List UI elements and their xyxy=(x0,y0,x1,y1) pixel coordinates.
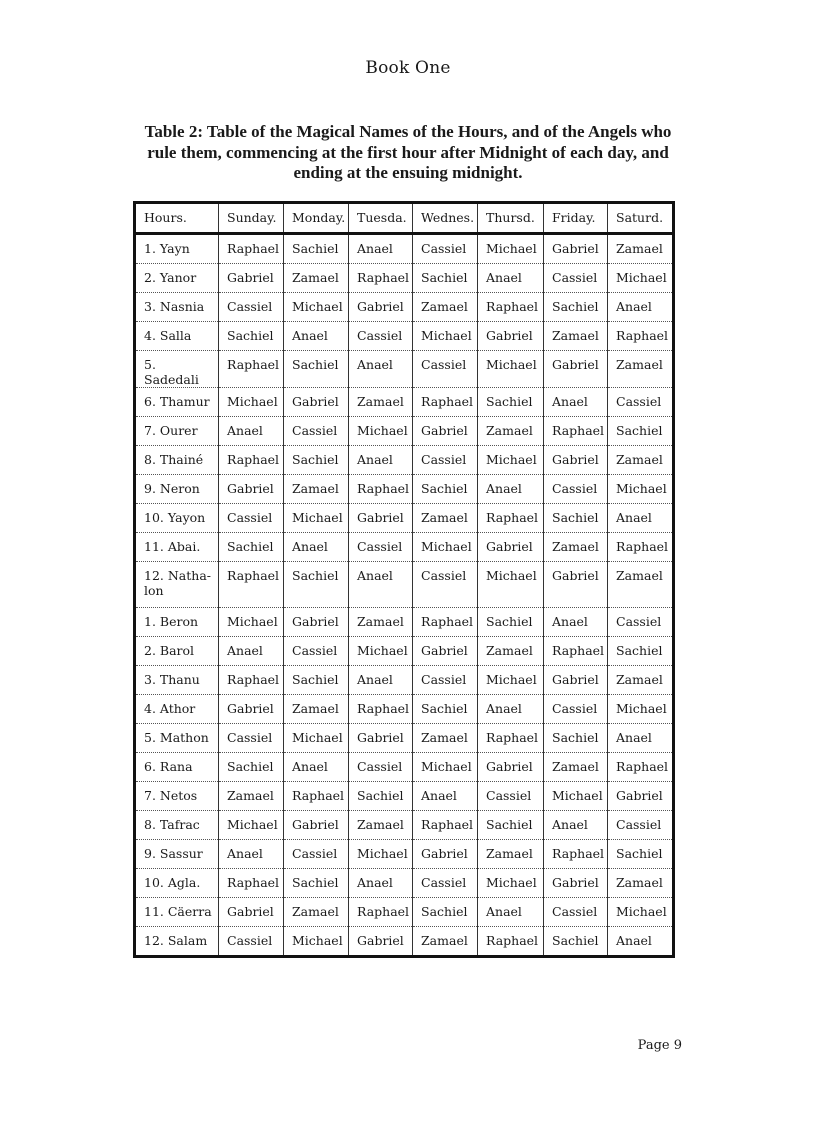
angel-cell: Anael xyxy=(349,869,413,898)
angel-cell: Michael xyxy=(219,608,284,637)
angel-cell: Gabriel xyxy=(478,753,544,782)
angel-cell: Cassiel xyxy=(608,608,674,637)
angel-cell: Zamael xyxy=(284,475,349,504)
hour-name-cell: 2. Yanor xyxy=(135,264,219,293)
angel-cell: Anael xyxy=(349,234,413,264)
angel-cell: Raphael xyxy=(219,666,284,695)
angel-cell: Cassiel xyxy=(413,446,478,475)
angel-cell: Cassiel xyxy=(413,666,478,695)
angel-cell: Anael xyxy=(219,840,284,869)
angel-cell: Cassiel xyxy=(413,351,478,388)
angel-cell: Zamael xyxy=(413,504,478,533)
angel-cell: Zamael xyxy=(349,388,413,417)
angel-cell: Michael xyxy=(478,562,544,608)
angel-cell: Sachiel xyxy=(413,898,478,927)
angel-cell: Anael xyxy=(349,351,413,388)
hour-name-cell: 12. Natha-lon xyxy=(135,562,219,608)
angel-cell: Zamael xyxy=(349,811,413,840)
table-row xyxy=(135,264,674,293)
table-row xyxy=(135,898,674,927)
table-row xyxy=(135,666,674,695)
hour-name-cell: 8. Thainé xyxy=(135,446,219,475)
angel-cell: Raphael xyxy=(219,446,284,475)
angel-cell: Sachiel xyxy=(478,608,544,637)
angel-cell: Zamael xyxy=(413,293,478,322)
hour-name-cell: 9. Neron xyxy=(135,475,219,504)
angel-cell: Zamael xyxy=(413,927,478,957)
hour-name-cell: 6. Thamur xyxy=(135,388,219,417)
angel-cell: Raphael xyxy=(608,322,674,351)
angel-cell: Raphael xyxy=(478,927,544,957)
table-header xyxy=(135,203,674,234)
angel-cell: Cassiel xyxy=(544,898,608,927)
angel-cell: Michael xyxy=(349,417,413,446)
table-row xyxy=(135,562,674,608)
table-row xyxy=(135,293,674,322)
hour-name-cell: 4. Athor xyxy=(135,695,219,724)
angel-cell: Cassiel xyxy=(413,869,478,898)
angel-cell: Zamael xyxy=(413,724,478,753)
angel-cell: Zamael xyxy=(284,695,349,724)
angel-cell: Raphael xyxy=(608,753,674,782)
angel-cell: Sachiel xyxy=(413,475,478,504)
angel-cell: Raphael xyxy=(413,388,478,417)
table-row xyxy=(135,608,674,637)
angel-cell: Sachiel xyxy=(544,504,608,533)
hour-name-cell: 10. Yayon xyxy=(135,504,219,533)
angel-cell: Michael xyxy=(219,388,284,417)
table-caption: Table 2: Table of the Magical Names of the Hours, and of the Angels who rule them, commencing at the first hour after Midnight of each day, and ending at the ensuing midnight. xyxy=(144,122,672,182)
angel-cell: Zamael xyxy=(284,898,349,927)
angel-cell: Michael xyxy=(349,840,413,869)
angel-cell: Zamael xyxy=(608,234,674,264)
angel-cell: Raphael xyxy=(349,898,413,927)
angel-cell: Michael xyxy=(478,869,544,898)
angel-cell: Anael xyxy=(544,388,608,417)
angel-cell: Cassiel xyxy=(284,637,349,666)
angel-cell: Raphael xyxy=(349,695,413,724)
angel-cell: Cassiel xyxy=(544,695,608,724)
angel-cell: Gabriel xyxy=(349,724,413,753)
angel-cell: Anael xyxy=(544,608,608,637)
angel-cell: Cassiel xyxy=(608,811,674,840)
angel-cell: Raphael xyxy=(544,637,608,666)
angel-cell: Michael xyxy=(219,811,284,840)
table-row xyxy=(135,840,674,869)
angel-cell: Michael xyxy=(413,322,478,351)
angel-cell: Zamael xyxy=(478,840,544,869)
angel-cell: Gabriel xyxy=(219,695,284,724)
angel-cell: Sachiel xyxy=(284,869,349,898)
angel-cell: Raphael xyxy=(478,724,544,753)
angel-cell: Raphael xyxy=(413,608,478,637)
angel-cell: Sachiel xyxy=(544,724,608,753)
column-header: Monday. xyxy=(284,203,349,234)
hour-name-cell: 1. Beron xyxy=(135,608,219,637)
angel-cell: Sachiel xyxy=(413,695,478,724)
table-row xyxy=(135,351,674,388)
table-row xyxy=(135,533,674,562)
angel-cell: Michael xyxy=(284,504,349,533)
angel-cell: Gabriel xyxy=(608,782,674,811)
table-row xyxy=(135,637,674,666)
angel-cell: Cassiel xyxy=(284,417,349,446)
angel-cell: Zamael xyxy=(544,753,608,782)
angel-cell: Sachiel xyxy=(608,637,674,666)
hour-name-cell: 8. Tafrac xyxy=(135,811,219,840)
angel-cell: Anael xyxy=(349,562,413,608)
angel-cell: Gabriel xyxy=(544,869,608,898)
angel-cell: Sachiel xyxy=(478,388,544,417)
angel-cell: Anael xyxy=(284,322,349,351)
hour-name-cell: 11. Cäerra xyxy=(135,898,219,927)
angel-cell: Raphael xyxy=(608,533,674,562)
table-row xyxy=(135,724,674,753)
angel-cell: Cassiel xyxy=(219,927,284,957)
angel-cell: Anael xyxy=(608,927,674,957)
angel-cell: Raphael xyxy=(544,417,608,446)
hour-name-cell: 3. Nasnia xyxy=(135,293,219,322)
angel-cell: Zamael xyxy=(349,608,413,637)
angel-cell: Zamael xyxy=(608,562,674,608)
angel-cell: Sachiel xyxy=(544,927,608,957)
angel-cell: Zamael xyxy=(608,869,674,898)
hour-name-cell: 5. Mathon xyxy=(135,724,219,753)
angel-cell: Sachiel xyxy=(413,264,478,293)
header-row xyxy=(135,203,674,234)
angel-cell: Zamael xyxy=(608,446,674,475)
table-row xyxy=(135,695,674,724)
angel-cell: Sachiel xyxy=(284,234,349,264)
angel-cell: Cassiel xyxy=(219,724,284,753)
angel-cell: Cassiel xyxy=(284,840,349,869)
angel-cell: Gabriel xyxy=(284,811,349,840)
angel-cell: Raphael xyxy=(413,811,478,840)
angel-cell: Sachiel xyxy=(284,562,349,608)
angel-cell: Raphael xyxy=(349,264,413,293)
angel-cell: Sachiel xyxy=(608,417,674,446)
angel-cell: Cassiel xyxy=(349,533,413,562)
hour-name-cell: 11. Abai. xyxy=(135,533,219,562)
angel-cell: Michael xyxy=(608,695,674,724)
angel-cell: Sachiel xyxy=(284,666,349,695)
angel-cell: Anael xyxy=(478,695,544,724)
angel-cell: Zamael xyxy=(608,351,674,388)
angel-cell: Sachiel xyxy=(284,351,349,388)
angel-cell: Gabriel xyxy=(544,562,608,608)
angel-cell: Raphael xyxy=(478,293,544,322)
angel-cell: Cassiel xyxy=(544,475,608,504)
angel-cell: Anael xyxy=(413,782,478,811)
angel-cell: Gabriel xyxy=(544,666,608,695)
table-row xyxy=(135,322,674,351)
table-row xyxy=(135,927,674,957)
angel-cell: Gabriel xyxy=(219,264,284,293)
angel-cell: Gabriel xyxy=(284,608,349,637)
column-header: Hours. xyxy=(135,203,219,234)
angel-cell: Raphael xyxy=(544,840,608,869)
hour-name-cell: 9. Sassur xyxy=(135,840,219,869)
angel-cell: Gabriel xyxy=(413,840,478,869)
running-head: Book One xyxy=(365,58,451,78)
angel-cell: Anael xyxy=(478,898,544,927)
angel-cell: Anael xyxy=(219,637,284,666)
table-row xyxy=(135,504,674,533)
hour-name-cell: 7. Ourer xyxy=(135,417,219,446)
table-row xyxy=(135,869,674,898)
angel-cell: Cassiel xyxy=(413,234,478,264)
angel-cell: Anael xyxy=(544,811,608,840)
hour-name-cell: 10. Agla. xyxy=(135,869,219,898)
angel-cell: Sachiel xyxy=(219,753,284,782)
table-row xyxy=(135,753,674,782)
column-header: Friday. xyxy=(544,203,608,234)
angel-cell: Gabriel xyxy=(478,533,544,562)
page-number: Page 9 xyxy=(637,1038,682,1053)
angel-cell: Raphael xyxy=(219,351,284,388)
hours-angels-table xyxy=(133,201,675,958)
angel-cell: Zamael xyxy=(544,322,608,351)
table-row xyxy=(135,388,674,417)
angel-cell: Michael xyxy=(284,927,349,957)
angel-cell: Anael xyxy=(478,264,544,293)
hour-name-cell: 6. Rana xyxy=(135,753,219,782)
angel-cell: Cassiel xyxy=(413,562,478,608)
table-row xyxy=(135,475,674,504)
angel-cell: Raphael xyxy=(284,782,349,811)
angel-cell: Michael xyxy=(544,782,608,811)
angel-cell: Zamael xyxy=(608,666,674,695)
angel-cell: Sachiel xyxy=(284,446,349,475)
angel-cell: Michael xyxy=(349,637,413,666)
angel-cell: Cassiel xyxy=(608,388,674,417)
angel-cell: Raphael xyxy=(349,475,413,504)
angel-cell: Michael xyxy=(284,293,349,322)
angel-cell: Michael xyxy=(478,234,544,264)
angel-cell: Michael xyxy=(608,264,674,293)
hour-name-cell: 5. Sadedali xyxy=(135,351,219,388)
angel-cell: Raphael xyxy=(219,869,284,898)
angel-cell: Anael xyxy=(608,504,674,533)
angel-cell: Gabriel xyxy=(284,388,349,417)
angel-cell: Gabriel xyxy=(544,234,608,264)
angel-cell: Anael xyxy=(219,417,284,446)
angel-cell: Gabriel xyxy=(544,351,608,388)
hour-name-cell: 1. Yayn xyxy=(135,234,219,264)
angel-cell: Gabriel xyxy=(349,293,413,322)
angel-cell: Michael xyxy=(284,724,349,753)
angel-cell: Zamael xyxy=(478,637,544,666)
angel-cell: Anael xyxy=(608,724,674,753)
angel-cell: Sachiel xyxy=(544,293,608,322)
hour-name-cell: 4. Salla xyxy=(135,322,219,351)
angel-cell: Zamael xyxy=(478,417,544,446)
table-row xyxy=(135,811,674,840)
angel-cell: Anael xyxy=(284,533,349,562)
angel-cell: Gabriel xyxy=(413,637,478,666)
angel-cell: Gabriel xyxy=(349,927,413,957)
angel-cell: Michael xyxy=(608,898,674,927)
angel-cell: Cassiel xyxy=(349,753,413,782)
angel-cell: Michael xyxy=(478,666,544,695)
angel-cell: Cassiel xyxy=(219,504,284,533)
angel-cell: Zamael xyxy=(219,782,284,811)
hour-name-cell: 7. Netos xyxy=(135,782,219,811)
angel-cell: Zamael xyxy=(544,533,608,562)
angel-cell: Raphael xyxy=(478,504,544,533)
angel-cell: Michael xyxy=(478,351,544,388)
table-body xyxy=(135,234,674,957)
column-header: Tuesda. xyxy=(349,203,413,234)
angel-cell: Gabriel xyxy=(478,322,544,351)
angel-cell: Sachiel xyxy=(478,811,544,840)
column-header: Wednes. xyxy=(413,203,478,234)
angel-cell: Anael xyxy=(349,446,413,475)
angel-cell: Anael xyxy=(608,293,674,322)
angel-cell: Michael xyxy=(413,753,478,782)
angel-cell: Sachiel xyxy=(608,840,674,869)
table-row xyxy=(135,234,674,264)
angel-cell: Sachiel xyxy=(219,533,284,562)
angel-cell: Gabriel xyxy=(413,417,478,446)
angel-cell: Gabriel xyxy=(544,446,608,475)
hour-name-cell: 3. Thanu xyxy=(135,666,219,695)
angel-cell: Michael xyxy=(478,446,544,475)
angel-cell: Cassiel xyxy=(478,782,544,811)
angel-cell: Cassiel xyxy=(349,322,413,351)
angel-cell: Zamael xyxy=(284,264,349,293)
column-header: Thursd. xyxy=(478,203,544,234)
angel-cell: Sachiel xyxy=(349,782,413,811)
angel-cell: Gabriel xyxy=(349,504,413,533)
angel-cell: Cassiel xyxy=(219,293,284,322)
column-header: Sunday. xyxy=(219,203,284,234)
angel-cell: Raphael xyxy=(219,562,284,608)
angel-cell: Anael xyxy=(478,475,544,504)
column-header: Saturd. xyxy=(608,203,674,234)
angel-cell: Cassiel xyxy=(544,264,608,293)
table-row xyxy=(135,782,674,811)
angel-cell: Raphael xyxy=(219,234,284,264)
angel-cell: Gabriel xyxy=(219,475,284,504)
angel-cell: Michael xyxy=(608,475,674,504)
angel-cell: Gabriel xyxy=(219,898,284,927)
angel-cell: Michael xyxy=(413,533,478,562)
angel-cell: Anael xyxy=(284,753,349,782)
hour-name-cell: 12. Salam xyxy=(135,927,219,957)
table-row xyxy=(135,417,674,446)
hour-name-cell: 2. Barol xyxy=(135,637,219,666)
angel-cell: Anael xyxy=(349,666,413,695)
angel-cell: Sachiel xyxy=(219,322,284,351)
table-row xyxy=(135,446,674,475)
